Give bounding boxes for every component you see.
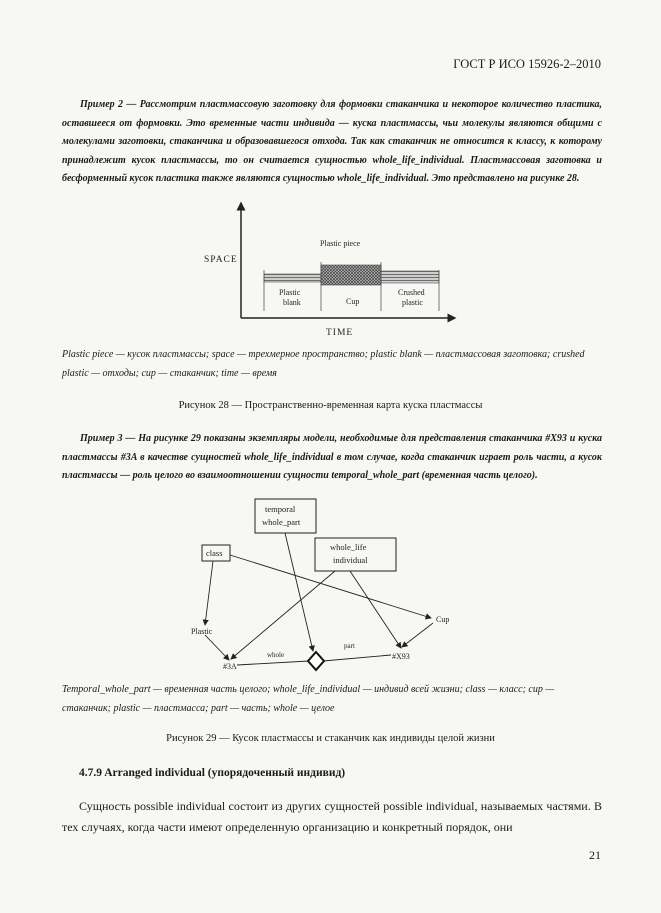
line-part — [323, 655, 391, 661]
figure-28-space-time-map — [190, 198, 460, 346]
svg-text:class: class — [206, 548, 223, 558]
segment-cup-label: Cup — [346, 297, 360, 306]
section-heading: 4.7.9 Arranged individual (упорядоченный индивид) — [79, 767, 346, 779]
label-x93: #X93 — [392, 652, 410, 661]
segment-blank-label-1: Plastic — [279, 288, 301, 297]
page-number: 21 — [589, 848, 601, 862]
plastic-piece-label: Plastic piece — [320, 239, 361, 248]
svg-text:temporal: temporal — [265, 504, 296, 514]
band-cup — [321, 265, 381, 285]
arrow-wli-to-x93 — [350, 571, 401, 648]
label-plastic: Plastic — [191, 627, 213, 636]
arrow-plastic-to-3a — [205, 635, 229, 660]
page-header: ГОСТ Р ИСО 15926-2–2010 — [453, 57, 601, 71]
svg-text:whole_part: whole_part — [262, 517, 301, 527]
arrow-temporal-to-diamond — [285, 533, 313, 651]
relation-diamond — [308, 652, 324, 670]
segment-crushed-label-2: plastic — [402, 298, 423, 307]
figure-29-title: Рисунок 29 — Кусок пластмассы и стаканчик как индивиды целой жизни — [166, 733, 495, 744]
arrow-class-to-cup — [230, 555, 431, 618]
line-whole — [237, 661, 309, 665]
svg-text:whole_life: whole_life — [330, 542, 367, 552]
label-cup: Cup — [436, 615, 450, 624]
figure-28-legend: Plastic piece — кусок пластмассы; space — трехмерное пространство; plastic blank — пластмассовая заготовка; crushed plastic — отходы; cup — стаканчик; time — время — [62, 349, 585, 379]
segment-crushed-label-1: Crushed — [398, 288, 425, 297]
label-part: part — [344, 642, 355, 650]
axis-space-label: SPACE — [204, 255, 238, 265]
band-blank — [264, 274, 321, 282]
arrow-cup-to-x93 — [402, 623, 433, 647]
segment-blank-label-2: blank — [283, 298, 301, 307]
figure-29-instance-diagram — [185, 495, 475, 677]
figure-29-legend: Temporal_whole_part — временная часть целого; whole_life_individual — индивид всей жизни; class — класс; cup — стаканчик; plastic — пластмасса; part — часть; whole — целое — [62, 684, 555, 714]
example-3-text: Пример 3 — На рисунке 29 показаны экземпляры модели, необходимые для представления стаканчика #X93 и куска пластмассы #3A в качестве сущностей whole_life_individual в том случае, когда стаканчик играет роль части, а кусок пластмассы — роль целого во взаимоотношении сущности temporal_whole_part (временная часть целого). — [62, 433, 602, 481]
arrow-wli-to-3a — [231, 571, 335, 659]
figure-28-title: Рисунок 28 — Пространственно-временная карта куска пластмассы — [178, 400, 483, 411]
example-2-text: Пример 2 — Рассмотрим пластмассовую заготовку для формовки стаканчика и некоторое количество пластика, оставшееся от формовки. Это временные части индивида — куска пластмассы, чьи молекулы являются общими с молекулами заготовки, стаканчика и образовавшегося отхода. Так как стаканчик не относится к классу, к которому принадлежит кусок пластмассы, то он считается сущностью whole_life_individual. Пластмассовая заготовка и бесформенный кусок пластика также являются сущностью whole_life_individual. Это представлено на рисунке 28. — [62, 99, 602, 184]
axis-time-label: TIME — [326, 328, 354, 338]
arrow-class-to-plastic — [205, 561, 213, 625]
body-paragraph: Сущность possible individual состоит из других сущностей possible individual, называемых частями. В тех случаях, когда части имеют определенную организацию и конкретный порядок, они — [62, 799, 602, 834]
label-whole: whole — [267, 651, 285, 659]
band-crushed — [381, 271, 439, 283]
svg-text:individual: individual — [333, 555, 368, 565]
label-3a: #3A — [223, 662, 237, 671]
